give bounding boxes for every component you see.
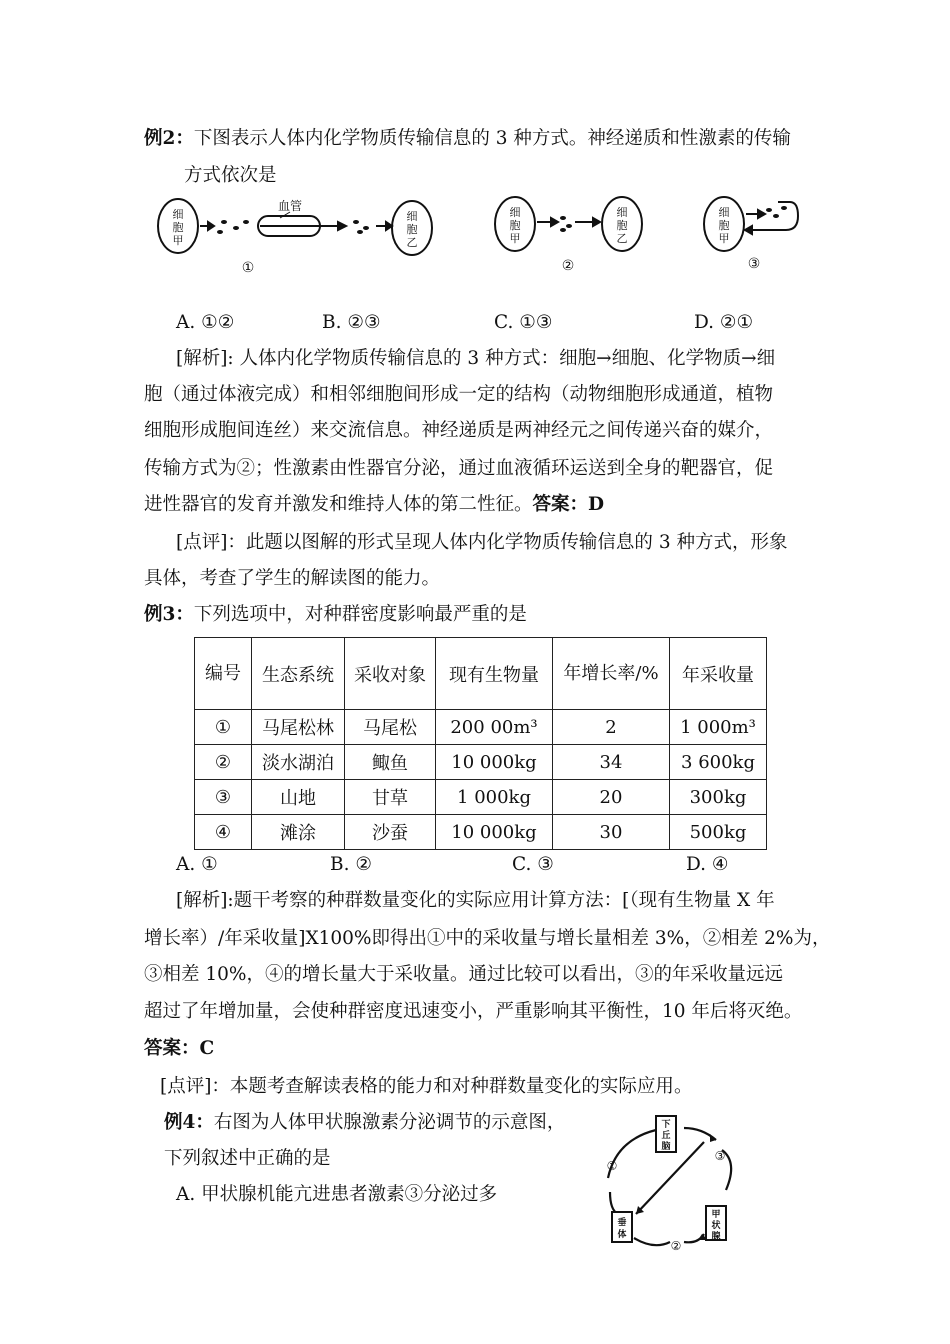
ex2-stem-line1: 例2：下图表示人体内化学物质传输信息的 3 种方式。神经递质和性激素的传输 (144, 128, 791, 149)
ex2-comment-line: 具体，考查了学生的解读图的能力。 (144, 568, 441, 589)
table-header: 现有生物量 (436, 638, 553, 710)
svg-text:甲: 甲 (711, 1210, 721, 1220)
table-row: ① 马尾松林 马尾松 200 00m³ 2 1 000m³ (195, 710, 767, 745)
fig1-vessel-label: 血管 (277, 199, 303, 213)
ex2-comment-line: [点评]：此题以图解的形式呈现人体内化学物质传输信息的 3 种方式，形象 (176, 532, 788, 553)
ex2-option-b[interactable]: B. ②③ (322, 312, 381, 333)
ex3-answer: 答案：C (144, 1038, 215, 1059)
svg-text:体: 体 (617, 1230, 627, 1240)
ex2-figure (150, 192, 810, 282)
ex2-option-c[interactable]: C. ①③ (494, 312, 553, 333)
fig4-marker-3: ③ (714, 1149, 726, 1163)
svg-text:乙: 乙 (616, 232, 628, 245)
ex2-analysis-line: 传输方式为②；性激素由性器官分泌，通过血液循环运送到全身的靶器官，促 (144, 458, 774, 479)
svg-text:细: 细 (509, 206, 521, 219)
svg-text:脑: 脑 (661, 1142, 671, 1152)
svg-text:垂: 垂 (617, 1218, 627, 1228)
table-header: 年增长率/% (553, 638, 670, 710)
ex3-option-a[interactable]: A. ① (176, 854, 218, 875)
svg-text:甲: 甲 (718, 232, 730, 245)
table-header: 采收对象 (345, 638, 436, 710)
ex3-option-d[interactable]: D. ④ (686, 854, 729, 875)
fig-marker-2: ② (561, 258, 575, 274)
table-row: ② 淡水湖泊 鲰鱼 10 000kg 34 3 600kg (195, 745, 767, 780)
svg-text:胞: 胞 (616, 219, 628, 232)
ex3-analysis-line: ③相差 10%，④的增长量大于采收量。通过比较可以看出，③的年采收量远远 (144, 964, 784, 985)
svg-text:细: 细 (718, 206, 730, 219)
ex2-option-a[interactable]: A. ①② (176, 312, 235, 333)
table-header: 编号 (195, 638, 252, 710)
svg-text:胞: 胞 (509, 219, 521, 232)
svg-text:胞: 胞 (406, 223, 418, 236)
fig4-marker-2: ② (670, 1239, 682, 1253)
ex4-label: 例4： (164, 1112, 214, 1133)
ex3-stem: 例3：下列选项中，对种群密度影响最严重的是 (144, 604, 527, 625)
svg-text:细: 细 (616, 206, 628, 219)
svg-text:胞: 胞 (718, 219, 730, 232)
population-table (194, 637, 767, 850)
fig4-marker-1: ① (606, 1159, 618, 1173)
ex3-analysis-line: [解析]:题干考察的种群数量变化的实际应用计算方法：[（现有生物量 X 年 (176, 890, 775, 911)
ex4-stem-line2: 下列叙述中正确的是 (164, 1148, 331, 1169)
ex2-analysis-line: 进性器官的发育并激发和维持人体的第二性征。答案：D (144, 494, 605, 515)
table-header: 生态系统 (252, 638, 345, 710)
ex2-stem-line2: 方式依次是 (184, 165, 277, 186)
table-header: 年采收量 (670, 638, 767, 710)
svg-text:丘: 丘 (661, 1131, 671, 1141)
ex4-stem-line1: 例4：右图为人体甲状腺激素分泌调节的示意图， (164, 1112, 566, 1133)
svg-text:乙: 乙 (406, 236, 418, 249)
svg-text:腺: 腺 (711, 1232, 721, 1242)
svg-text:甲: 甲 (509, 232, 521, 245)
ex3-comment: [点评]：本题考查解读表格的能力和对种群数量变化的实际应用。 (160, 1076, 693, 1097)
fig-marker-3: ③ (747, 256, 761, 272)
svg-text:下: 下 (661, 1120, 671, 1130)
ex2-analysis-line: [解析]: 人体内化学物质传输信息的 3 种方式：细胞→细胞、化学物质→细 (176, 348, 776, 369)
ex2-option-d[interactable]: D. ②① (694, 312, 754, 333)
ex2-analysis-line: 胞（通过体液完成）和相邻细胞间形成一定的结构（动物细胞形成通道，植物 (144, 384, 774, 405)
table-row: ③ 山地 甘草 1 000kg 20 300kg (195, 780, 767, 815)
svg-text:细: 细 (172, 208, 184, 221)
table-row: ④ 滩涂 沙蚕 10 000kg 30 500kg (195, 815, 767, 850)
ex3-analysis-line: 增长率）/年采收量]X100%即得出①中的采收量与增长量相差 3%，②相差 2%为， (144, 928, 831, 949)
svg-text:胞: 胞 (172, 221, 184, 234)
fig-marker-1: ① (241, 260, 255, 276)
ex2-label: 例2： (144, 128, 194, 149)
svg-text:状: 状 (711, 1221, 721, 1231)
ex3-analysis-line: 超过了年增加量，会使种群密度迅速变小，严重影响其平衡性，10 年后将灭绝。 (144, 1001, 803, 1022)
ex3-label: 例3： (144, 604, 194, 625)
ex3-option-c[interactable]: C. ③ (512, 854, 554, 875)
ex4-option-a[interactable]: A. 甲状腺机能亢进患者激素③分泌过多 (176, 1184, 498, 1205)
ex2-analysis-line: 细胞形成胞间连丝）来交流信息。神经递质是两神经元之间传递兴奋的媒介， (144, 420, 774, 441)
ex2-answer: 答案：D (532, 494, 605, 515)
ex3-option-b[interactable]: B. ② (330, 854, 372, 875)
svg-text:甲: 甲 (172, 234, 184, 247)
thyroid-regulation-figure (598, 1110, 748, 1260)
svg-text:细: 细 (406, 210, 418, 223)
